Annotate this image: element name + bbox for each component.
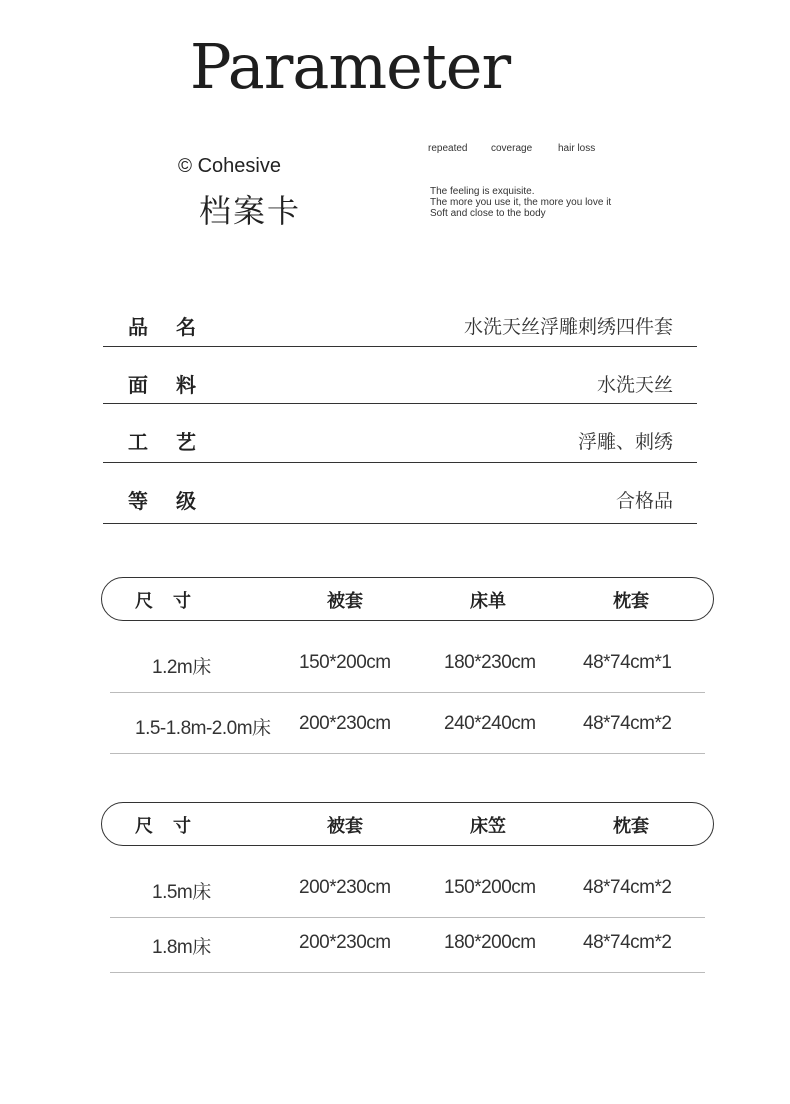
cell-sheet: 180*230cm [444,652,536,673]
header-duvet-cover: 被套 [327,816,363,837]
cell-pillow: 48*74cm*1 [583,652,672,673]
param-label: 面料 [128,373,224,397]
param-value: 浮雕、刺绣 [577,431,673,453]
tagline-line: Soft and close to the body [430,208,546,219]
header-bed-sheet: 床单 [470,591,506,612]
cell-pillow: 48*74cm*2 [583,877,672,898]
cell-size: 1.5m床 [152,882,211,903]
param-row-fabric [103,347,697,404]
param-row-grade [103,463,697,524]
cell-fitted-sheet: 150*200cm [444,877,536,898]
table-row [110,918,705,973]
header-fitted-sheet: 床笠 [470,816,506,837]
page-title: Parameter [189,30,511,103]
table-row [110,637,705,693]
param-label: 品名 [128,315,224,339]
tagline-line: The more you use it, the more you love it [430,197,612,208]
param-value: 水洗天丝 [596,374,673,396]
cell-duvet: 200*230cm [299,877,391,898]
cell-size: 1.2m床 [152,657,211,678]
cell-duvet: 150*200cm [299,652,391,673]
tagline [430,186,611,219]
param-value: 水洗天丝浮雕刺绣四件套 [463,316,673,338]
header-size: 尺寸 [135,591,211,612]
header-pillowcase: 枕套 [613,816,649,837]
table-row [110,693,705,754]
profile-card-title: 档案卡 [199,192,302,230]
param-row-craft [103,404,697,463]
cell-size: 1.8m床 [152,937,211,958]
tag-coverage: coverage [491,143,533,154]
copyright-icon: © [178,156,192,177]
cell-duvet: 200*230cm [299,713,391,734]
param-value: 合格品 [615,490,673,512]
table-row [110,862,705,918]
param-row-name [103,300,697,347]
size-table-2 [101,802,714,977]
size-table-1 [101,577,714,757]
parameter-list [103,300,697,524]
header-size: 尺寸 [135,816,211,837]
brand [178,155,281,178]
cell-pillow: 48*74cm*2 [583,932,672,953]
tagline-line: The feeling is exquisite. [430,186,535,197]
tag-repeated: repeated [428,143,468,154]
cell-pillow: 48*74cm*2 [583,713,672,734]
table-header [101,577,714,621]
header-duvet-cover: 被套 [327,591,363,612]
cell-sheet: 240*240cm [444,713,536,734]
param-label: 等级 [128,489,224,513]
tag-hair-loss: hair loss [558,143,596,154]
brand-name: Cohesive [197,155,281,177]
cell-duvet: 200*230cm [299,932,391,953]
header-pillowcase: 枕套 [613,591,649,612]
table-header [101,802,714,846]
cell-fitted-sheet: 180*200cm [444,932,536,953]
cell-size: 1.5-1.8m-2.0m床 [135,718,271,739]
param-label: 工艺 [128,430,224,454]
